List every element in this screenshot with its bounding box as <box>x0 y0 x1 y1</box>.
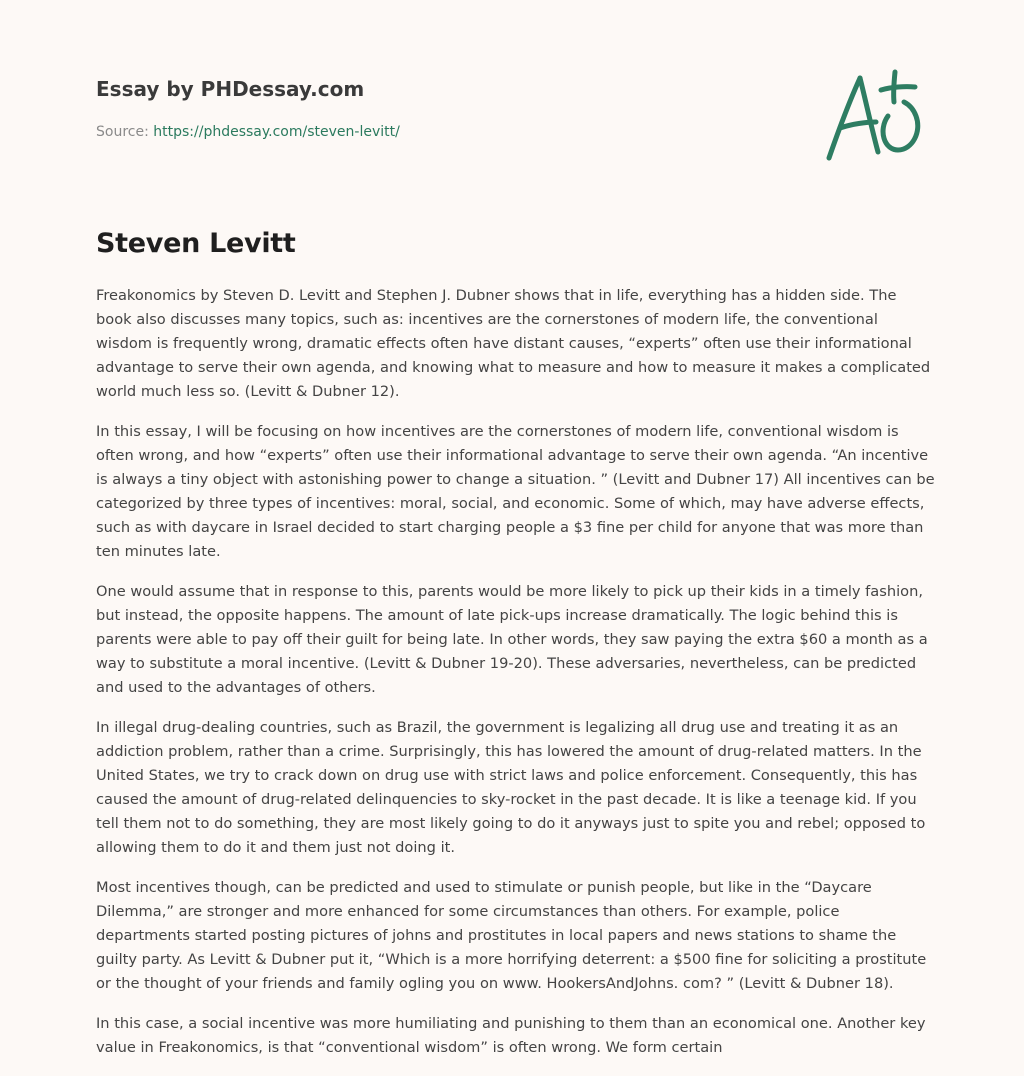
essay-paragraph: Most incentives though, can be predicted and used to stimulate or punish people, but like in the “Daycare Dilemma,” are stronger and more enhanced for some circumstances than others. For example, police departments started posting pictures of johns and prostitutes in local papers and news stations to shame the guilty party. As Levitt & Dubner put it, “Which is a more horrifying deterrent: a $500 fine for soliciting a prostitute or the thought of your friends and family ogling you on www. HookersAndJohns. com? ” (Levitt & Dubner 18). <box>96 879 927 992</box>
essay-body <box>96 284 936 1076</box>
source-label: Source: <box>96 124 149 140</box>
essay-paragraph: In illegal drug-dealing countries, such as Brazil, the government is legalizing all drug use and treating it as an addiction problem, rather than a crime. Surprisingly, this has lowered the amount of drug-related matters. In the United States, we try to crack down on drug use with strict laws and police enforcement. Consequently, this has caused the amount of drug-related delinquencies to sky-rocket in the past decade. It is like a teenage kid. If you tell them not to do something, they are most likely going to do it anyways just to spite you and rebel; opposed to allowing them to do it and them just not doing it. <box>96 719 926 856</box>
source-line <box>96 122 796 142</box>
essay-paragraph: In this case, a social incentive was more humiliating and punishing to them than an economical one. Another key value in Freakonomics, is that “conventional wisdom” is often wrong. We form certain <box>96 1015 926 1056</box>
essay-paragraph: In this essay, I will be focusing on how incentives are the cornerstones of modern life, conventional wisdom is often wrong, and how “experts” often use their informational advantage to serve their own agenda. “An incentive is always a tiny object with astonishing power to change a situation. ” (Levitt and Dubner 17) All incentives can be categorized by three types of incentives: moral, social, and economic. Some of which, may have adverse effects, such as with daycare in Israel decided to start charging people a $3 fine per child for anyone that was more than ten minutes late. <box>96 423 935 560</box>
source-link[interactable]: https://phdessay.com/steven-levitt/ <box>153 124 400 140</box>
a-plus-grade-logo-icon <box>818 66 930 166</box>
essay-paragraph: One would assume that in response to this, parents would be more likely to pick up their kids in a timely fashion, but instead, the opposite happens. The amount of late pick-ups increase dramatically. The logic behind this is parents were able to pay off their guilt for being late. In other words, they saw paying the extra $60 a month as a way to substitute a moral incentive. (Levitt & Dubner 19-20). These adversaries, nevertheless, can be predicted and used to the advantages of others. <box>96 583 928 696</box>
essay-header <box>96 74 796 142</box>
essay-paragraph: Freakonomics by Steven D. Levitt and Stephen J. Dubner shows that in life, everything has a hidden side. The book also discusses many topics, such as: incentives are the cornerstones of modern life, the conventional wisdom is frequently wrong, dramatic effects often have distant causes, “experts” often use their informational advantage to serve their own agenda, and knowing what to measure and how to measure it makes a complicated world much less so. (Levitt & Dubner 12). <box>96 287 931 400</box>
site-brand: Essay by PHDessay.com <box>96 77 365 101</box>
essay-title: Steven Levitt <box>96 228 296 259</box>
